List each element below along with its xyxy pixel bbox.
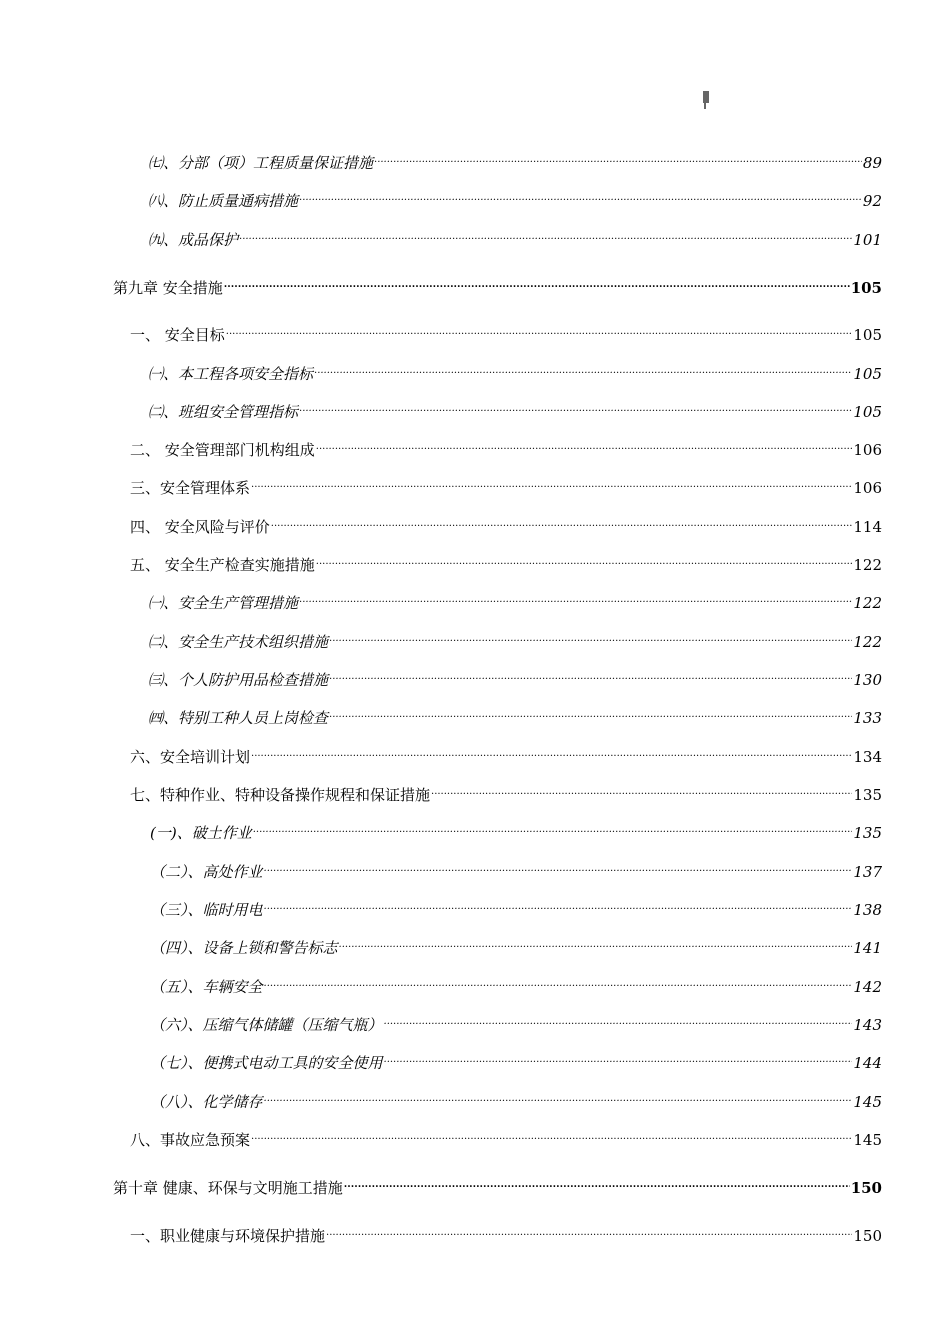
toc-entry[interactable]: [130, 1125, 882, 1150]
toc-entry[interactable]: [150, 895, 882, 920]
toc-entry[interactable]: [148, 225, 882, 250]
toc-entry-label: 第九章 安全措施: [113, 279, 223, 297]
toc-entry-label: (一)、破土作业: [150, 824, 252, 842]
dot-leader: [384, 1010, 853, 1030]
toc-entry-page: 89: [862, 154, 882, 172]
toc-entry-page: 150: [853, 1227, 882, 1245]
dot-leader: [239, 225, 852, 245]
toc-entry[interactable]: [130, 473, 882, 498]
toc-entry-page: 134: [853, 748, 882, 766]
toc-entry[interactable]: [148, 703, 882, 728]
toc-entry-page: 133: [853, 709, 882, 727]
dot-leader: [384, 1048, 853, 1068]
toc-entry-page: 138: [853, 901, 882, 919]
toc-entry-page: 105: [853, 365, 882, 383]
toc-entry-page: 122: [853, 594, 882, 612]
dot-leader: [374, 148, 862, 168]
toc-entry-label: 八、事故应急预案: [130, 1131, 251, 1149]
toc-entry-page: 92: [862, 192, 882, 210]
toc-entry-label: 五、 安全生产检查实施措施: [130, 556, 315, 574]
toc-entry-label: 一、 安全目标: [130, 326, 225, 344]
toc-entry-label: （三）、临时用电: [150, 901, 263, 919]
toc-entry-page: 135: [853, 786, 882, 804]
toc-entry-page: 130: [853, 671, 882, 689]
toc-entry[interactable]: [150, 1048, 882, 1073]
text-cursor-icon: [703, 91, 709, 109]
toc-entry-label: （六）、压缩气体储罐（压缩气瓶）: [150, 1016, 383, 1034]
toc-entry-label: ㈨、成品保护: [148, 231, 239, 249]
dot-leader: [264, 895, 853, 915]
dot-leader: [339, 933, 853, 953]
toc-entry-page: 105: [853, 326, 882, 344]
dot-leader: [299, 588, 852, 608]
toc-entry-label: ㈢、个人防护用品检查措施: [148, 671, 329, 689]
dot-leader: [316, 435, 853, 455]
toc-entry[interactable]: [148, 148, 882, 173]
dot-leader: [344, 1173, 850, 1193]
toc-entry-label: 四、 安全风险与评价: [130, 518, 270, 536]
toc-entry-page: 135: [853, 824, 882, 842]
toc-entry[interactable]: [148, 665, 882, 690]
toc-entry[interactable]: [150, 857, 882, 882]
toc-entry-page: 137: [853, 863, 882, 881]
toc-entry[interactable]: [148, 627, 882, 652]
toc-entry-label: ㈦、分部（项）工程质量保证措施: [148, 154, 374, 172]
dot-leader: [329, 627, 852, 647]
toc-entry[interactable]: [150, 972, 882, 997]
toc-entry-page: 144: [853, 1054, 882, 1072]
toc-entry[interactable]: [130, 550, 882, 575]
toc-entry[interactable]: [130, 742, 882, 767]
toc-entry[interactable]: [130, 512, 882, 537]
toc-entry-page: 143: [853, 1016, 882, 1034]
dot-leader: [253, 818, 853, 838]
dot-leader: [251, 742, 852, 762]
dot-leader: [316, 550, 853, 570]
dot-leader: [299, 186, 862, 206]
toc-entry-page: 150: [850, 1179, 882, 1197]
toc-entry[interactable]: [130, 320, 882, 345]
toc-entry-page: 145: [853, 1093, 882, 1111]
toc-entry[interactable]: [150, 818, 882, 843]
dot-leader: [329, 703, 852, 723]
toc-entry-page: 145: [853, 1131, 882, 1149]
toc-entry-label: （四）、设备上锁和警告标志: [150, 939, 338, 957]
toc-entry-label: ㈡、安全生产技术组织措施: [148, 633, 329, 651]
dot-leader: [264, 1087, 853, 1107]
dot-leader: [251, 473, 852, 493]
toc-entry-label: 第十章 健康、环保与文明施工措施: [113, 1179, 343, 1197]
toc-entry-label: 二、 安全管理部门机构组成: [130, 441, 315, 459]
dot-leader: [264, 972, 853, 992]
toc-entry-page: 114: [853, 518, 882, 536]
toc-entry-page: 141: [853, 939, 882, 957]
dot-leader: [314, 359, 852, 379]
toc-entry-label: （八）、化学储存: [150, 1093, 263, 1111]
dot-leader: [326, 1221, 852, 1241]
toc-entry[interactable]: [130, 780, 882, 805]
toc-entry[interactable]: [148, 186, 882, 211]
toc-entry-page: 122: [853, 633, 882, 651]
toc-entry[interactable]: [148, 588, 882, 613]
dot-leader: [431, 780, 852, 800]
dot-leader: [329, 665, 852, 685]
dot-leader: [264, 857, 853, 877]
toc-entry[interactable]: [150, 1010, 882, 1035]
toc-entry-label: ㈠、本工程各项安全指标: [148, 365, 314, 383]
dot-leader: [299, 397, 852, 417]
toc-entry-label: （五）、车辆安全: [150, 978, 263, 996]
dot-leader: [226, 320, 853, 340]
toc-entry-page: 105: [853, 403, 882, 421]
toc-entry-label: ㈧、防止质量通病措施: [148, 192, 299, 210]
toc-entry-label: 三、安全管理体系: [130, 479, 251, 497]
dot-leader: [271, 512, 853, 532]
toc-entry-label: （二）、高处作业: [150, 863, 263, 881]
dot-leader: [224, 273, 850, 293]
toc-entry[interactable]: [148, 359, 882, 384]
toc-chapter-entry[interactable]: [113, 1173, 882, 1198]
dot-leader: [251, 1125, 852, 1145]
toc-entry-page: 105: [850, 279, 882, 297]
toc-entry-label: ㈡、班组安全管理指标: [148, 403, 299, 421]
toc-entry-label: 六、安全培训计划: [130, 748, 251, 766]
toc-entry-label: ㈣、特别工种人员上岗检查: [148, 709, 329, 727]
toc-entry-page: 101: [853, 231, 882, 249]
toc-entry-page: 106: [853, 441, 882, 459]
toc-entry-label: 一、职业健康与环境保护措施: [130, 1227, 326, 1245]
toc-entry-label: 七、特种作业、特种设备操作规程和保证措施: [130, 786, 431, 804]
toc-entry-page: 142: [853, 978, 882, 996]
toc-entry[interactable]: [150, 1087, 882, 1112]
toc-entry-label: ㈠、安全生产管理措施: [148, 594, 299, 612]
toc-chapter-entry[interactable]: [113, 273, 882, 298]
toc-entry-label: （七）、便携式电动工具的安全使用: [150, 1054, 383, 1072]
toc-entry[interactable]: [150, 933, 882, 958]
toc-entry-page: 122: [853, 556, 882, 574]
toc-entry[interactable]: [130, 435, 882, 460]
toc-entry[interactable]: [148, 397, 882, 422]
toc-entry-page: 106: [853, 479, 882, 497]
toc-entry[interactable]: [130, 1221, 882, 1246]
